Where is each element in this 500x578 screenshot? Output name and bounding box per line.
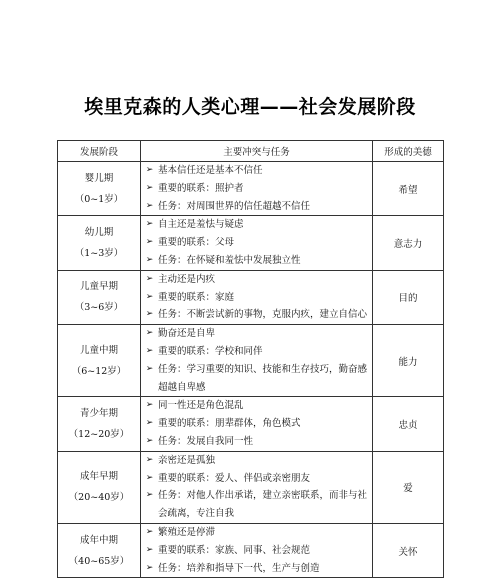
bullet-item: [141, 271, 372, 289]
bullet-item: [141, 487, 372, 523]
bullet-text: 重要的联系：学校和同伴: [158, 345, 263, 357]
bullet-item: [141, 542, 372, 560]
stage-cell: [58, 451, 141, 523]
table-row: [58, 523, 444, 577]
bullet-item: [141, 560, 372, 578]
bullet-text: 繁殖还是停滞: [158, 526, 216, 538]
bullet-text: 勤奋还是自卑: [158, 328, 216, 340]
arrow-bullet-icon: ➢: [145, 400, 154, 411]
bullet-item: [141, 162, 372, 180]
table-row: [58, 397, 444, 451]
stage-cell: [58, 270, 141, 324]
arrow-bullet-icon: ➢: [145, 435, 154, 446]
stage-age: （12~20岁）: [68, 429, 130, 441]
bullet-text: 自主还是羞怯与疑虑: [158, 219, 244, 231]
stages-table: [57, 140, 444, 578]
arrow-bullet-icon: ➢: [145, 291, 154, 302]
stage-name: 成年中期: [79, 534, 118, 546]
arrow-bullet-icon: ➢: [145, 418, 154, 429]
stage-cell: [58, 397, 141, 451]
bullet-text: 重要的联系：家族、同事、社会规范: [158, 544, 311, 556]
arrow-bullet-icon: ➢: [145, 182, 154, 193]
conflict-cell: [141, 397, 373, 451]
bullet-text: 任务：在怀疑和羞怯中发展独立性: [158, 254, 301, 266]
virtue-cell: 忠贞: [373, 397, 444, 451]
conflict-cell: [141, 451, 373, 523]
bullet-text: 重要的联系：照护者: [158, 182, 244, 194]
stage-age: （40~65岁）: [68, 555, 130, 567]
bullet-item: [141, 415, 372, 433]
conflict-cell: [141, 270, 373, 324]
virtue-cell: 希望: [373, 162, 444, 216]
bullet-item: [141, 252, 372, 270]
table-row: [58, 325, 444, 397]
bullet-item: [141, 198, 372, 216]
arrow-bullet-icon: ➢: [145, 490, 154, 501]
bullet-text: 任务：学习重要的知识、技能和生存技巧，勤奋感超越自卑感: [158, 363, 368, 393]
stage-age: （3~6岁）: [74, 302, 124, 314]
table-row: [58, 216, 444, 270]
arrow-bullet-icon: ➢: [145, 328, 154, 339]
bullet-item: [141, 343, 372, 361]
bullet-item: [141, 524, 372, 542]
bullet-item: [141, 452, 372, 470]
conflict-cell: [141, 325, 373, 397]
arrow-bullet-icon: ➢: [145, 200, 154, 211]
virtue-cell: 能力: [373, 325, 444, 397]
bullet-text: 重要的联系：爱人、伴侣或亲密朋友: [158, 472, 311, 484]
stage-age: （20~40岁）: [68, 492, 130, 504]
stage-cell: [58, 162, 141, 216]
bullet-text: 任务：培养和指导下一代，生产与创造: [158, 562, 320, 574]
virtue-cell: 爱: [373, 451, 444, 523]
bullet-item: [141, 433, 372, 451]
bullet-text: 同一性还是角色混乱: [158, 400, 244, 412]
stage-cell: [58, 325, 141, 397]
bullet-item: [141, 397, 372, 415]
bullet-text: 任务：不断尝试新的事物，克服内疚，建立自信心: [158, 309, 368, 321]
bullet-text: 主动还是内疚: [158, 273, 216, 285]
stage-name: 儿童早期: [79, 281, 118, 293]
stage-name: 婴儿期: [84, 172, 114, 184]
table-header-row: [58, 141, 444, 162]
arrow-bullet-icon: ➢: [145, 345, 154, 356]
bullet-item: [141, 306, 372, 324]
bullet-text: 重要的联系：朋辈群体，角色模式: [158, 418, 301, 430]
virtue-cell: 意志力: [373, 216, 444, 270]
table-row: [58, 162, 444, 216]
stage-cell: [58, 523, 141, 577]
conflict-cell: [141, 162, 373, 216]
conflict-cell: [141, 523, 373, 577]
arrow-bullet-icon: ➢: [145, 273, 154, 284]
arrow-bullet-icon: ➢: [145, 237, 154, 248]
bullet-item: [141, 216, 372, 234]
header-virtue: 形成的美德: [373, 141, 444, 162]
header-stage: 发展阶段: [58, 141, 141, 162]
arrow-bullet-icon: ➢: [145, 254, 154, 265]
stage-age: （6~12岁）: [71, 365, 127, 377]
bullet-item: [141, 234, 372, 252]
bullet-text: 任务：对周围世界的信任超越不信任: [158, 200, 311, 212]
table-row: [58, 451, 444, 523]
table-row: [58, 270, 444, 324]
conflict-cell: [141, 216, 373, 270]
arrow-bullet-icon: ➢: [145, 544, 154, 555]
header-conflict: 主要冲突与任务: [141, 141, 373, 162]
bullet-text: 亲密还是孤独: [158, 454, 216, 466]
bullet-item: [141, 325, 372, 343]
bullet-item: [141, 361, 372, 397]
stage-age: （0~1岁）: [74, 193, 124, 205]
arrow-bullet-icon: ➢: [145, 472, 154, 483]
arrow-bullet-icon: ➢: [145, 165, 154, 175]
bullet-text: 重要的联系：家庭: [158, 291, 235, 303]
bullet-item: [141, 180, 372, 198]
bullet-item: [141, 289, 372, 307]
arrow-bullet-icon: ➢: [145, 219, 154, 230]
virtue-cell: 关怀: [373, 523, 444, 577]
bullet-item: [141, 470, 372, 488]
stage-name: 成年早期: [79, 471, 118, 483]
arrow-bullet-icon: ➢: [145, 526, 154, 537]
bullet-text: 基本信任还是基本不信任: [158, 165, 263, 176]
bullet-text: 重要的联系：父母: [158, 237, 235, 249]
virtue-cell: 目的: [373, 270, 444, 324]
stage-name: 儿童中期: [79, 344, 118, 356]
arrow-bullet-icon: ➢: [145, 562, 154, 573]
stage-name: 幼儿期: [84, 227, 114, 239]
bullet-text: 任务：对他人作出承诺，建立亲密联系，而非与社会疏离，专注自我: [158, 490, 368, 520]
table-body: [58, 162, 444, 578]
arrow-bullet-icon: ➢: [145, 363, 154, 374]
document-title: 埃里克森的人类心理——社会发展阶段: [84, 96, 416, 118]
bullet-text: 任务：发展自我同一性: [158, 435, 254, 447]
arrow-bullet-icon: ➢: [145, 309, 154, 320]
arrow-bullet-icon: ➢: [145, 454, 154, 465]
stage-cell: [58, 216, 141, 270]
stage-age: （1~3岁）: [74, 248, 124, 260]
stage-name: 青少年期: [79, 408, 118, 420]
